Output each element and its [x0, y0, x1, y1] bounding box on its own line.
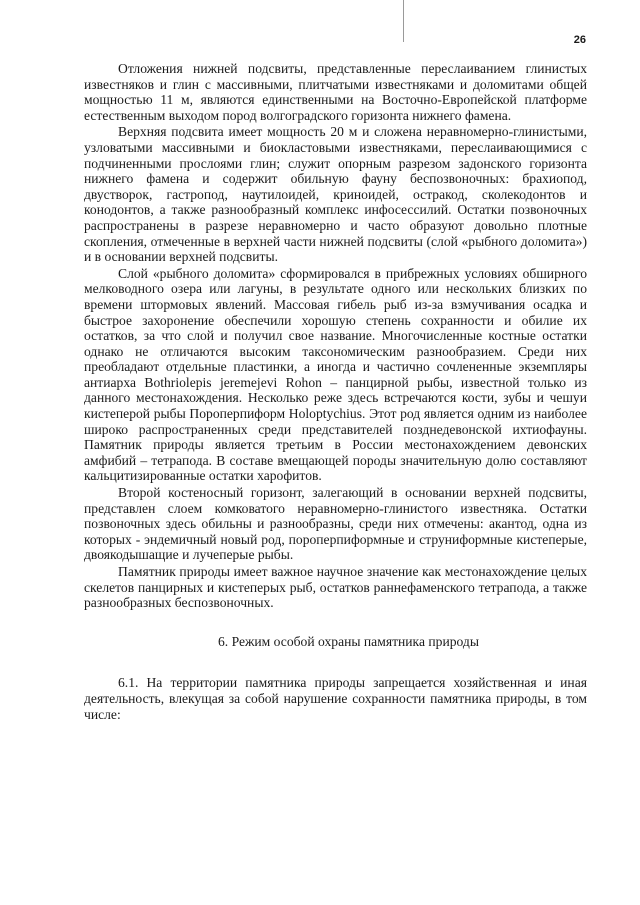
paragraph-second-bone-horizon: Второй костеносный горизонт, залегающий в основании верхней подсвиты, представлен слоем комковатого неравномерно-глинистого известняка. Остатки позвоночных здесь обильны и разнообразны, среди них отмечены: акантод, одна из которых - эндемичный новый род, пороперпиформные и струниформные кистеперые, двоякодышащие и лучеперые рыбы. [84, 485, 587, 563]
paragraph-scientific-significance: Памятник природы имеет важное научное значение как местонахождение целых скелетов панцирных и кистеперых рыб, остатков раннефаменского тетрапода, а также разнообразных беспозвоночных. [84, 564, 587, 611]
section-heading: 6. Режим особой охраны памятника природы [217, 633, 479, 649]
paragraph-fish-dolomite: Слой «рыбного доломита» сформировался в прибрежных условиях обширного мелководного озера или лагуны, в результате одного или нескольких близких по времени штормовых явлений. Массовая гибель рыб из-за взмучивания осадка и быстрое захоронение обеспечили хорошую степень сохранности и обилие их остатков, за что слой и получил свое название. Многочисленные костные остатки однако не отличаются высоким таксономическим разнообразием. Среди них преобладают отдельные пластинки, а иногда и частично сочлененные экземпляры антиарха Bothriolepis jeremejevi Rohon – панцирной рыбы, известной только из данного местонахождения. Несколько реже здесь встречаются кости, зубы и чешуи кистеперой рыбы Пороперпиформ Holoptychius. Этот род является одним из наиболее широко распространенных среди представителей позднедевонской ихтиофауны. Памятник природы является третьим в России местонахождением девонских амфибий – тетрапода. В составе вмещающей породы значительную долю составляют кальцитизированные остатки харофитов. [84, 265, 587, 484]
paragraph-lower-subformation: Отложения нижней подсвиты, представленные переслаиванием глинистых известняков и глин с массивными, плитчатыми известняками и доломитами общей мощностью 11 м, являются единственными на Восточно-Европейской платформе естественным выходом пород волгоградского горизонта нижнего фамена. [84, 61, 587, 123]
paragraph-upper-subformation: Верхняя подсвита имеет мощность 20 м и сложена неравномерно-глинистыми, узловатыми массивными и биокластовыми известняками, переслаивающимися с подчиненными прослоями глин; служит опорным разрезом задонского горизонта нижнего фамена и содержит обильную фауну беспозвоночных: брахиопод, двустворок, гастропод, наутилоидей, криноидей, остракод, сколекодонтов и конодонтов, а также разнообразный комплекс инфосессилий. Остатки позвоночных распространены в разрезе неравномерно и часто образуют довольно плотные скопления, отмеченные в верхней части нижней подсвиты (слой «рыбного доломита») и в основании верхней подсвиты. [84, 124, 587, 265]
page-number: 26 [573, 34, 586, 46]
scan-artifact-line [403, 0, 404, 42]
document-body [84, 61, 587, 722]
section-paragraph: 6.1. На территории памятника природы запрещается хозяйственная и иная деятельность, влекущая за собой нарушение сохранности памятника природы, в том числе: [84, 675, 587, 722]
